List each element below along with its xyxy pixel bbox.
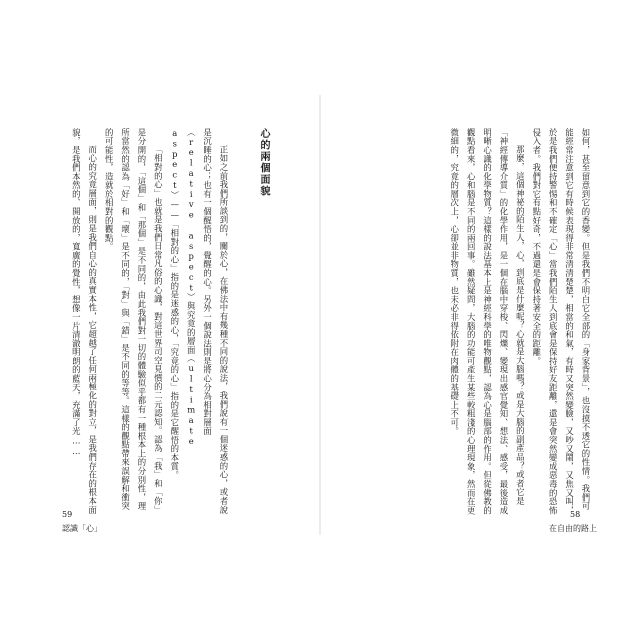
left-folio: 59 xyxy=(62,510,73,519)
left-paragraph-1: 正如之前我們所談到的，關於心，在佛法中有幾種不同的說法，我們說有一個迷惑的心，或者說是沉睡的心；也有一個醒悟的，覺醒的心。另外一個說法則是將心分為相對層面（relative aspect）與究竟的層面（ultimate aspect）——「相對的心」指的是迷惑的心，「究竟的心」指的是它醒悟的本質。 xyxy=(169,128,229,514)
left-paragraph-2: 「相對的心」也就是我們日常凡俗的心識，對這世界司空見慣的二元認知。認為「我」和「你」是分開的，「這個」和「那個」是不同的，由此我們對一切的體驗似乎都有一種根本上的分別性，理所當然的認為「好」和「壞」是不同的，「對」與「錯」是不同的等等。這樣的觀點帶來誤解和衝突的可能性，造就於相對的觀點。 xyxy=(104,128,164,514)
right-paragraph-2: 那麼，這個神祕的陌生人，心，到底是什麼呢？心就是大腦嗎？或是大腦的副產品？或者它是「神經傳導介質」的化學作用，是一個在腦中穿梭、閃爍、變現出感官覺知、想法、感受，最後造成明晰心識的化學物質？這樣的說法基本上是神經科學的唯物觀點，認為心是腦部的作用。但從佛教的觀點看來，心和腦是不同的兩回事。雖然疑問，大腦的功能可產生某些較粗淺的心理現象，然而在更微細的，究竟的層次上，心卻並非物質，也未必非得依附在肉體的基礎上不可。 xyxy=(449,128,526,515)
right-folio: 58 xyxy=(570,510,581,519)
right-running-head: 在自由的路上 xyxy=(549,524,597,533)
right-paragraph-1: 如何，甚至留意到它的香變。但是我們不明白它全部的「身家背景」，也沒摸不透它的性情。我們可能經常注意到它有時候表現得非常清清楚楚，相當的和氣，有時又突然變臉，又吵又鬧，又焦又叫，於是我們便持警惕和不確定「心」當我們陌生人到底會是保持好友距離，還是會突然變成惡毒的恐怖侵入者。我們對它有點好奇，不過還是會保持著安全的距離。 xyxy=(531,128,591,515)
right-page xyxy=(320,0,640,640)
left-paragraph-3: 而心的究竟層面，則是我們自心的真實本性，它超越了任何兩極化的對立，是我們存在的根本面貌，是我們本然的、開放的，寬廣的覺性，想像一片清澈明朗的藍天，充滿了光…… xyxy=(71,128,98,514)
section-heading: 心的兩個面貌 xyxy=(258,128,269,197)
left-running-head: 認識「心」 xyxy=(62,524,102,533)
left-page-body xyxy=(71,128,232,518)
right-page-body xyxy=(344,128,594,518)
